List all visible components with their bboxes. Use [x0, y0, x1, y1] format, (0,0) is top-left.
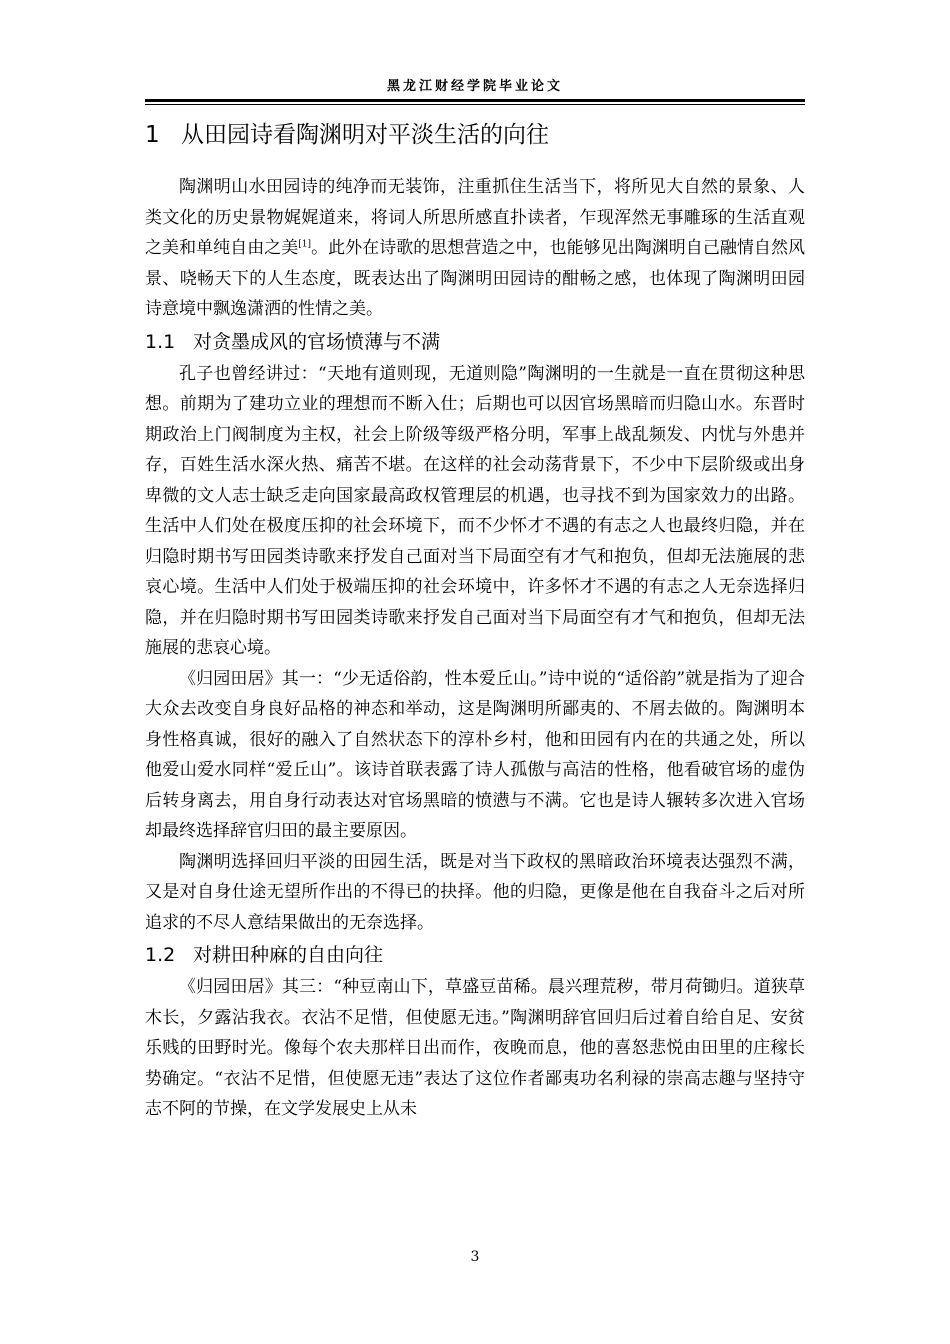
header-rule-thin: [145, 104, 805, 105]
section-1-1-number: 1.1: [145, 330, 176, 353]
page-body: [145, 112, 805, 1125]
section-1-1-title: 对贪墨成风的官场愤薄与不满: [193, 330, 441, 353]
page-number: 3: [470, 1249, 480, 1265]
section-1-title: 从田园诗看陶渊明对平淡生活的向往: [181, 122, 549, 148]
section-1-2-number: 1.2: [145, 944, 176, 966]
section-1-2-title: 对耕田种麻的自由向往: [193, 944, 384, 966]
section-1-1-paragraph: 孔子也曾经讲过：“天地有道则现，无道则隐”陶渊明的一生就是一直在贯彻这种思想。前期为了建功立业的理想而不断入仕；后期也可以因官场黑暗而归隐山水。东晋时期政治上门阀制度为主权，社会上阶级等级严格分明，军事上战乱频发、内忧与外患并存，百姓生活水深火热、痛苦不堪。在这样的社会动荡背景下，不少中下层阶级或出身卑微的文人志士缺乏走向国家最高政权管理层的机遇，也寻找不到为国家效力的出路。生活中人们处在极度压抑的社会环境下，而不少怀才不遇的有志之人也最终归隐，并在归隐时期书写田园类诗歌来抒发自己面对当下局面空有才气和抱负，但却无法施展的悲哀心境。生活中人们处于极端压抑的社会环境中，许多怀才不遇的有志之人无奈选择归隐，并在归隐时期书写田园类诗歌来抒发自己面对当下局面空有才气和抱负，但却无法施展的悲哀心境。: [145, 363, 805, 658]
heading-spacer: [145, 158, 805, 172]
section-1-intro-paragraph: [145, 172, 805, 325]
section-1-1-paragraph: 《归园田居》其一：“少无适俗韵，性本爱丘山。”诗中说的“适俗韵”就是指为了迎合大众去改变自身良好品格的神态和举动，这是陶渊明所鄙夷的、不屑去做的。陶渊明本身性格真诚，很好的融入了自然状态下的淳朴乡村，他和田园有内在的共通之处，所以他爱山爱水同样“爱丘山”。该诗首联表露了诗人孤傲与高洁的性格，他看破官场的虚伪后转身离去，用自身行动表达对官场黑暗的愤懑与不满。它也是诗人辗转多次进入官场却最终选择辞官归田的最主要原因。: [145, 668, 805, 841]
section-1-1-heading: [145, 325, 805, 359]
intro-text-before-ref: 陶渊明山水田园诗的纯净而无装饰，注重抓住生活当下，将所见大自然的景象、人类文化的历史景物娓娓道来，将词人所思所感直扑读者，乍现浑然无事雕琢的生活直观之美和单纯自由之美: [145, 177, 805, 258]
intro-text-after-ref: 。此外在诗歌的思想营造之中，也能够见出陶渊明自己融情自然风景、哓畅天下的人生态度，既表达出了陶渊明田园诗的酣畅之感，也体现了陶渊明田园诗意境中飘逸潇洒的性情之美。: [145, 238, 805, 319]
header-rule-thick: [145, 99, 805, 102]
citation-ref-1: [1]: [298, 239, 312, 250]
running-header: 黑龙江财经学院毕业论文: [386, 79, 563, 94]
section-1-number: 1: [145, 122, 160, 148]
section-1-1-paragraph: 陶渊明选择回归平淡的田园生活，既是对当下政权的黑暗政治环境表达强烈不满，又是对自身仕途无望所作出的不得已的抉择。他的归隐，更像是他在自我奋斗之后对所追求的不尽人意结果做出的无奈选择。: [145, 851, 805, 933]
section-1-2-paragraph: 《归园田居》其三：“种豆南山下，草盛豆苗稀。晨兴理荒秽，带月荷锄归。道狭草木长，夕露沾我衣。衣沾不足惜，但使愿无违。”陶渊明辞官回归后过着自给自足、安贫乐贱的田野时光。像每个农夫那样日出而作，夜晚而息，他的喜怒悲悦由田里的庄稼长势确定。“衣沾不足惜，但使愿无违”表达了这位作者鄙夷功名利禄的崇高志趣与坚持守志不阿的节操，在文学发展史上从未: [145, 977, 805, 1119]
section-1-heading: [145, 112, 805, 158]
section-1-2-heading: [145, 938, 805, 972]
